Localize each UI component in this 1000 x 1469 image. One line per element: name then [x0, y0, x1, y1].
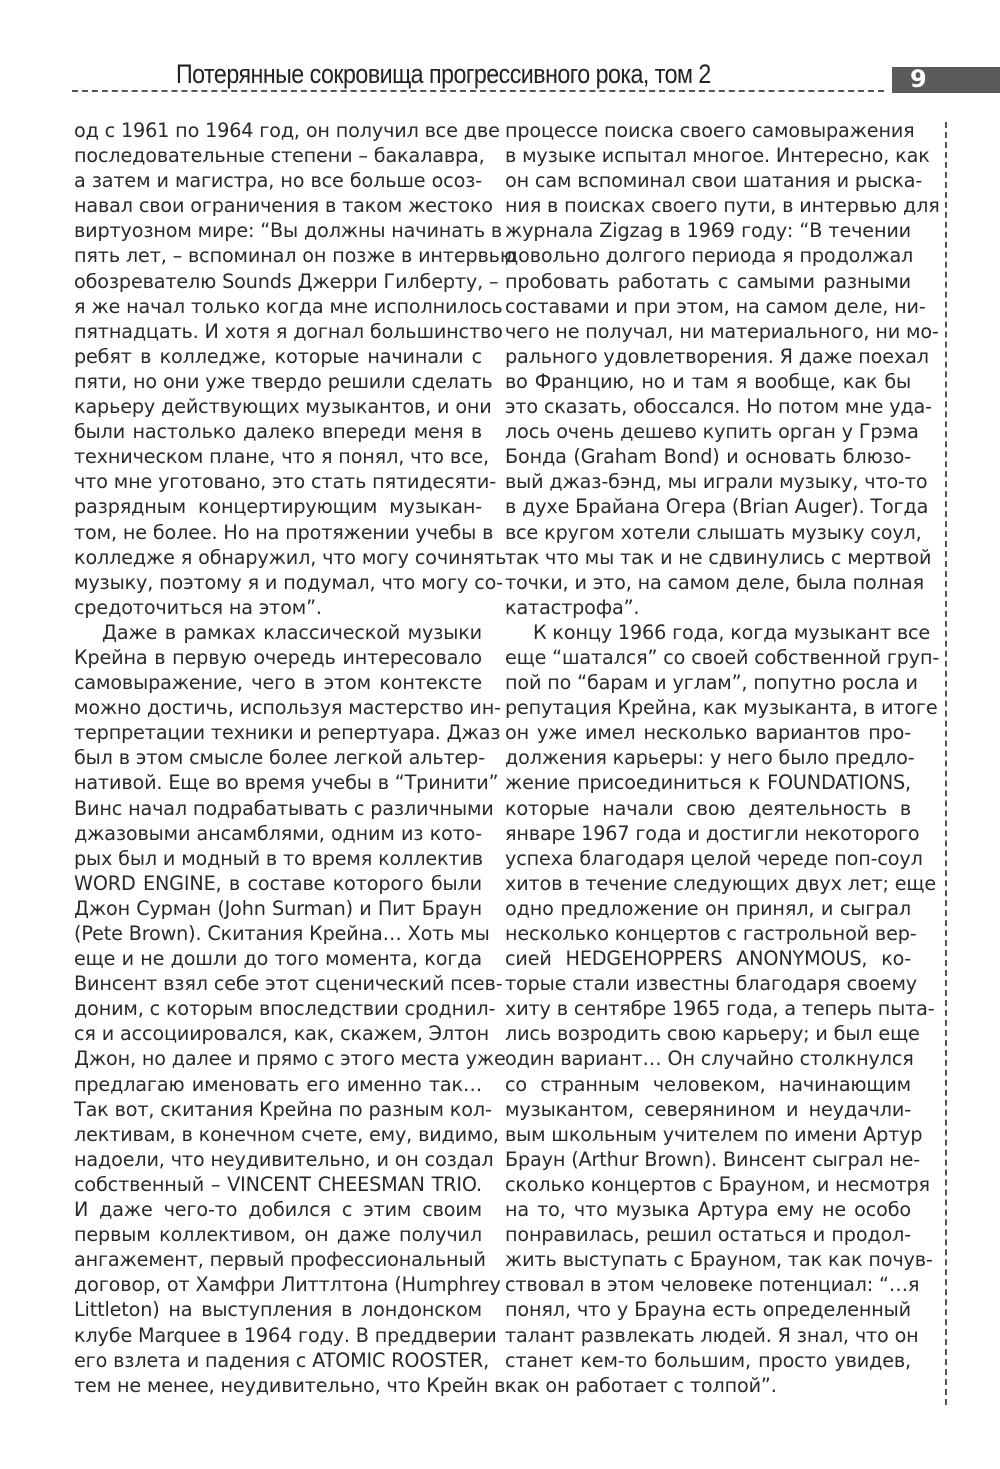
- text-line: как он работает с толпой”.: [505, 1373, 777, 1397]
- text-line: понял, что у Брауна есть определенный: [505, 1298, 911, 1322]
- text-line: доним, с которым впоследствии сроднил-: [74, 997, 496, 1021]
- text-line: од с 1961 по 1964 год, он получил все две: [74, 119, 500, 142]
- text-line: лективам, в конечном счете, ему, видимо,: [74, 1122, 499, 1146]
- text-line: еще и не дошли до того момента, когда: [74, 947, 482, 971]
- text-line: в музыке испытал многое. Интересно, как: [505, 144, 930, 168]
- text-line: один вариант… Он случайно столкнулся: [505, 1047, 914, 1071]
- header-dashed-rule: [72, 90, 884, 92]
- text-line: последовательные степени – бакалавра,: [74, 144, 485, 168]
- text-line: пятнадцать. И хотя я догнал большинство: [74, 319, 503, 343]
- text-line: И даже чего-то добился с этим своим: [74, 1198, 482, 1222]
- text-line: лось очень дешево купить орган у Грэма: [505, 420, 919, 444]
- text-line: понравилась, решил остаться и продол-: [505, 1223, 911, 1247]
- text-line: со странным человеком, начинающим: [505, 1072, 911, 1096]
- text-line: Винсент взял себе этот сценический псев-: [74, 972, 503, 996]
- text-line: это сказать, обоссался. Но потом мне уда-: [505, 395, 932, 419]
- text-line: жить выступать с Брауном, так как почув-: [505, 1248, 933, 1272]
- text-line: ния в поисках своего пути, в интервью для: [505, 194, 940, 218]
- text-line: которые начали свою деятельность в: [505, 796, 911, 820]
- text-line: нативой. Еще во время учебы в “Тринити”: [74, 771, 499, 795]
- text-line: хитов в течение следующих двух лет; еще: [505, 871, 937, 895]
- text-line: WORD ENGINE, в составе которого были: [74, 871, 482, 895]
- text-column-left: [74, 118, 516, 1398]
- text-line: колледже я обнаружил, что могу сочинять: [74, 545, 507, 569]
- text-line: должения карьеры: у него было предло-: [505, 746, 915, 770]
- text-line: можно достичь, используя мастерство ин-: [74, 696, 501, 720]
- text-line: что мне уготовано, это стать пятидесяти-: [74, 470, 496, 494]
- text-line: одно предложение он принял, и сыграл: [505, 896, 911, 920]
- running-header: [72, 55, 887, 95]
- text-line: разрядным концертирующим музыкан-: [74, 495, 482, 519]
- text-line: обозревателю Sounds Джерри Гилберту, –: [74, 269, 499, 293]
- text-line: успеха благодаря целой череде поп-соул: [505, 846, 923, 870]
- text-line: (Pete Brown). Скитания Крейна… Хоть мы: [74, 922, 490, 945]
- text-line: пяти, но они уже твердо решили сделать: [74, 369, 493, 393]
- text-line: Джон, но далее и прямо с этого места уже: [74, 1047, 506, 1071]
- text-line: ствовал в этом человеке потенциал: “…я: [505, 1273, 920, 1297]
- text-line: торые стали известны благодаря своему: [505, 972, 917, 996]
- text-line: катастрофа”.: [505, 595, 640, 619]
- text-line: еще “шатался” со своей собственной груп-: [505, 645, 940, 669]
- text-line: том, не более. Но на протяжении учебы в: [74, 520, 494, 544]
- text-line: хиту в сентябре 1965 года, а теперь пыта-: [505, 997, 935, 1021]
- text-line: журнала Zigzag в 1969 году: “В течении: [505, 219, 911, 243]
- text-line: вым школьным учителем по имени Артур: [505, 1122, 923, 1146]
- text-line: Джон Сурман (John Surman) и Пит Браун: [74, 896, 482, 920]
- text-line: составами и при этом, на самом деле, ни-: [505, 294, 926, 318]
- text-line: пробовать работать с самыми разными: [505, 269, 911, 293]
- text-line: сколько концертов с Брауном, и несмотря: [505, 1172, 930, 1196]
- text-line: несколько концертов с гастрольной вер-: [505, 922, 917, 945]
- margin-dashed-rule: [945, 122, 947, 1405]
- text-line: рального удовлетворения. Я даже поехал: [505, 344, 929, 368]
- text-line: первым коллективом, он даже получил: [74, 1223, 482, 1247]
- text-line: довольно долгого периода я продолжал: [505, 244, 914, 268]
- text-line: жение присоединиться к FOUNDATIONS,: [505, 771, 911, 795]
- text-line: Браун (Arthur Brown). Винсент сыграл не-: [505, 1147, 921, 1171]
- text-line: репутация Крейна, как музыканта, в итоге: [505, 696, 938, 720]
- text-line: на то, что музыка Артура ему не особо: [505, 1198, 911, 1222]
- text-line: он сам вспоминал свои шатания и рыска-: [505, 169, 923, 193]
- text-line: Так вот, скитания Крейна по разным кол-: [74, 1097, 492, 1121]
- text-line: так что мы так и не сдвинулись с мертвой: [505, 545, 932, 569]
- text-line: терпретации техники и репертуара. Джаз: [74, 721, 501, 745]
- text-line: талант развлекать людей. Я знал, что он: [505, 1323, 919, 1347]
- text-line: средоточиться на этом”.: [74, 595, 322, 619]
- text-line: собственный – VINCENT CHEESMAN TRIO.: [74, 1172, 482, 1196]
- text-line: во Францию, но и там я вообще, как бы: [505, 369, 911, 393]
- text-line: был в этом смысле более легкой альтер-: [74, 746, 485, 770]
- text-line: Бонда (Graham Bond) и основать блюзо-: [505, 445, 911, 469]
- text-line: музыкантом, северянином и неудачли-: [505, 1097, 911, 1121]
- text-line: ся и ассоциировался, как, скажем, Элтон: [74, 1022, 489, 1046]
- text-line: процессе поиска своего самовыражения: [505, 119, 915, 142]
- text-line: клубе Marquee в 1964 году. В преддверии: [74, 1323, 497, 1347]
- text-line: тем не менее, неудивительно, что Крейн в: [74, 1373, 506, 1397]
- text-column-right: [505, 118, 940, 1398]
- text-line: договор, от Хамфри Литтлтона (Humphrey: [74, 1273, 501, 1297]
- text-line: лись возродить свою карьеру; и был еще: [505, 1022, 920, 1046]
- text-line: джазовыми ансамблями, одним из кото-: [74, 821, 482, 845]
- text-line: предлагаю именовать его именно так…: [74, 1072, 482, 1096]
- text-line: станет кем-то большим, просто увидев,: [505, 1348, 911, 1372]
- text-line: Littleton) на выступления в лондонском: [74, 1298, 482, 1322]
- text-line: сией HEDGEHOPPERS ANONYMOUS, ко-: [505, 947, 911, 971]
- text-line: Винс начал подрабатывать с различными: [74, 796, 494, 820]
- text-line: рых был и модный в то время коллектив: [74, 846, 483, 870]
- text-line: К концу 1966 года, когда музыкант все: [533, 620, 931, 644]
- text-line: ангажемент, первый профессиональный: [74, 1248, 486, 1272]
- text-line: были настолько далеко впереди меня в: [74, 420, 482, 444]
- text-line: Даже в рамках классической музыки: [102, 620, 482, 644]
- page-number: 9: [910, 65, 927, 93]
- text-line: все кругом хотели слышать музыку соул,: [505, 520, 922, 544]
- text-line: он уже имел несколько вариантов про-: [505, 721, 911, 745]
- text-line: точки, и это, на самом деле, была полная: [505, 570, 925, 594]
- text-line: ребят в колледже, которые начинали с: [74, 344, 482, 368]
- text-line: вый джаз-бэнд, мы играли музыку, что-то: [505, 470, 928, 494]
- text-line: его взлета и падения с ATOMIC ROOSTER,: [74, 1348, 490, 1372]
- text-line: техническом плане, что я понял, что все,: [74, 445, 490, 469]
- text-line: навал свои ограничения в таком жестоко: [74, 194, 493, 218]
- text-line: музыку, поэтому я и подумал, что могу со-: [74, 570, 503, 594]
- text-line: надоели, что неудивительно, и он создал: [74, 1147, 494, 1171]
- text-line: пой по “барам и углам”, попутно росла и: [505, 671, 918, 695]
- text-line: а затем и магистра, но все больше осоз-: [74, 169, 482, 193]
- text-line: чего не получал, ни материального, ни мо-: [505, 319, 939, 343]
- text-line: Крейна в первую очередь интересовало: [74, 645, 482, 669]
- text-line: самовыражение, чего в этом контексте: [74, 671, 482, 695]
- book-title: Потерянные сокровища прогрессивного рока, том 2: [176, 59, 711, 89]
- page-number-badge: [892, 67, 1000, 93]
- text-line: карьеру действующих музыкантов, и они: [74, 395, 492, 419]
- text-line: я же начал только когда мне исполнилось: [74, 294, 503, 318]
- text-line: виртуозном мире: “Вы должны начинать в: [74, 219, 503, 243]
- text-line: пять лет, – вспоминал он позже в интервью: [74, 244, 516, 268]
- text-line: январе 1967 года и достигли некоторого: [505, 821, 920, 845]
- text-line: в духе Брайана Огера (Brian Auger). Тогда: [505, 495, 929, 519]
